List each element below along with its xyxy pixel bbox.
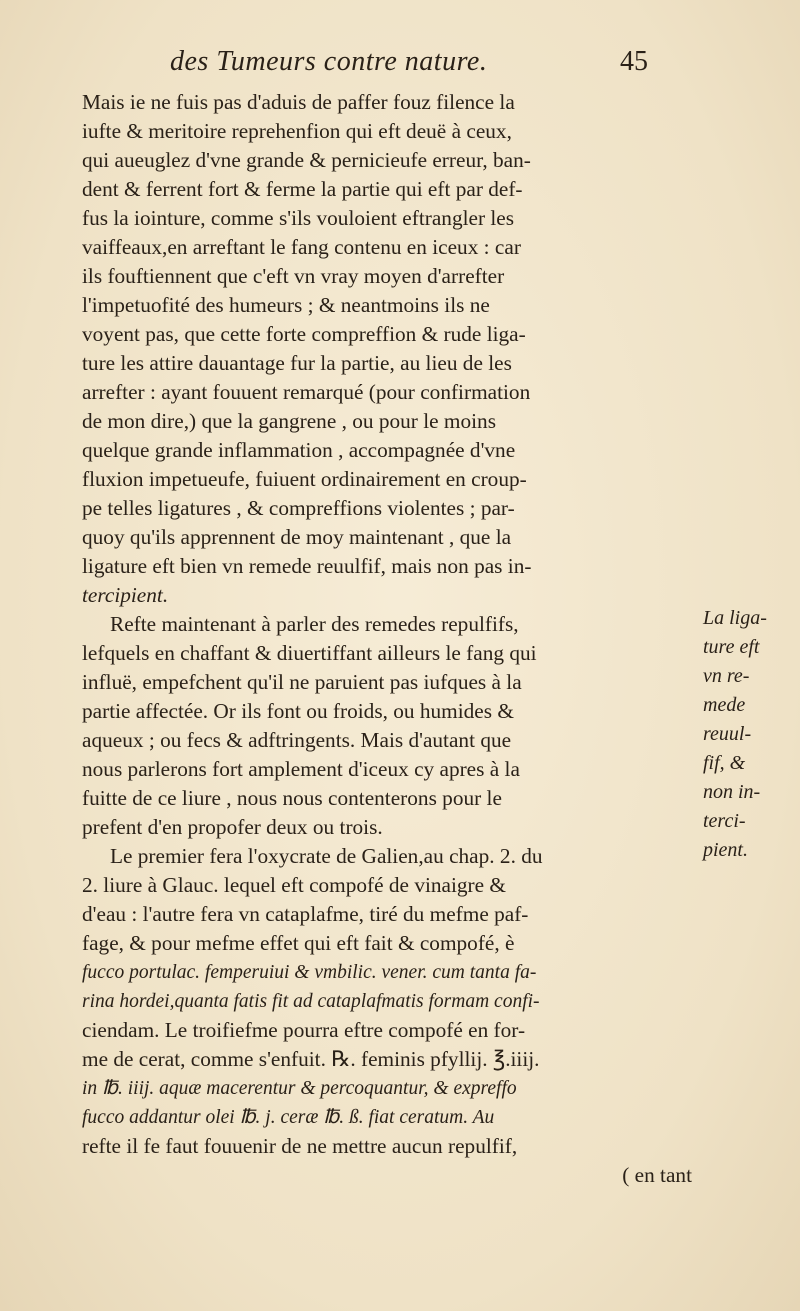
text-line: lefquels en chaffant & diuertiffant ailleurs le fang qui [82,641,537,665]
text-line: dent & ferrent fort & ferme la partie qui eft par def- [82,177,523,201]
text-line: nous parlerons fort amplement d'iceux cy apres à la [82,757,520,781]
text-line: Mais ie ne fuis pas d'aduis de paffer fouz filence la [82,90,515,114]
text-line: in ℔. iiij. aquæ macerentur & percoquantur, & expreffo [82,1078,517,1099]
text-line: fucco portulac. femperuiui & vmbilic. vener. cum tanta fa- [82,962,537,983]
text-line: ils fouftiennent que c'eft vn vray moyen d'arrefter [82,264,505,288]
margin-note-line: La liga- [703,607,767,629]
catchword-line: ( en tant [622,1163,692,1187]
margin-note-line: non in- [703,781,761,803]
text-line: influë, empefchent qu'il ne paruient pas iufques à la [82,670,522,694]
text-line: qui aueuglez d'vne grande & pernicieufe erreur, ban- [82,148,531,172]
body-text [82,88,692,1190]
running-title: des Tumeurs contre nature. [170,46,488,77]
margin-note-line: pient. [703,839,748,861]
margin-note-line: ture eft [703,636,760,658]
text-line: pe telles ligatures , & compreffions violentes ; par- [82,496,515,520]
text-line: ligature eft bien vn remede reuulfif, mais non pas in- [82,554,532,578]
text-line: prefent d'en propofer deux ou trois. [82,815,383,839]
text-line: fluxion impetueufe, fuiuent ordinairement en croup- [82,467,527,491]
text-line: quoy qu'ils apprennent de moy maintenant , que la [82,525,512,549]
text-line: Le premier fera l'oxycrate de Galien,au chap. 2. du [110,844,543,868]
running-head [0,46,800,86]
margin-note-line: reuul- [703,723,752,745]
text-line: fuitte de ce liure , nous nous contenterons pour le [82,786,502,810]
margin-note-line: fif, & [703,752,746,774]
text-line: arrefter : ayant fouuent remarqué (pour confirmation [82,380,531,404]
text-line: 2. liure à Glauc. lequel eft compofé de vinaigre & [82,873,506,897]
margin-note [703,604,798,865]
text-line: tercipient. [82,583,169,607]
text-line: vaiffeaux,en arreftant le fang contenu en iceux : car [82,235,521,259]
text-line: voyent pas, que cette forte compreffion & rude liga- [82,322,526,346]
margin-note-line: terci- [703,810,746,832]
text-line: l'impetuofité des humeurs ; & neantmoins ils ne [82,293,490,317]
text-line: ciendam. Le troifiefme pourra eftre compofé en for- [82,1018,526,1042]
text-line: iufte & meritoire reprehenfion qui eft deuë à ceux, [82,119,512,143]
text-line: fucco addantur olei ℔. j. ceræ ℔. ß. fiat ceratum. Au [82,1107,495,1128]
text-line: fus la iointure, comme s'ils vouloient eftrangler les [82,206,515,230]
text-line: me de cerat, comme s'enfuit. ℞. feminis pfyllij. ℥.iiij. [82,1047,540,1071]
text-line: partie affectée. Or ils font ou froids, ou humides & [82,699,514,723]
text-line: de mon dire,) que la gangrene , ou pour le moins [82,409,496,433]
text-line: fage, & pour mefme effet qui eft fait & compofé, è [82,931,515,955]
text-line: ture les attire dauantage fur la partie, au lieu de les [82,351,512,375]
text-line: refte il fe faut fouuenir de ne mettre aucun repulfif, [82,1134,518,1158]
text-line: Refte maintenant à parler des remedes repulfifs, [110,612,519,636]
text-line: d'eau : l'autre fera vn cataplafme, tiré du mefme paf- [82,902,529,926]
page-number: 45 [620,46,648,77]
margin-note-line: mede [703,694,746,716]
text-line: aqueux ; ou fecs & adftringents. Mais d'autant que [82,728,512,752]
text-line: rina hordei,quanta fatis fit ad cataplafmatis formam confi- [82,991,540,1012]
text-line: quelque grande inflammation , accompagnée d'vne [82,438,516,462]
margin-note-line: vn re- [703,665,750,687]
